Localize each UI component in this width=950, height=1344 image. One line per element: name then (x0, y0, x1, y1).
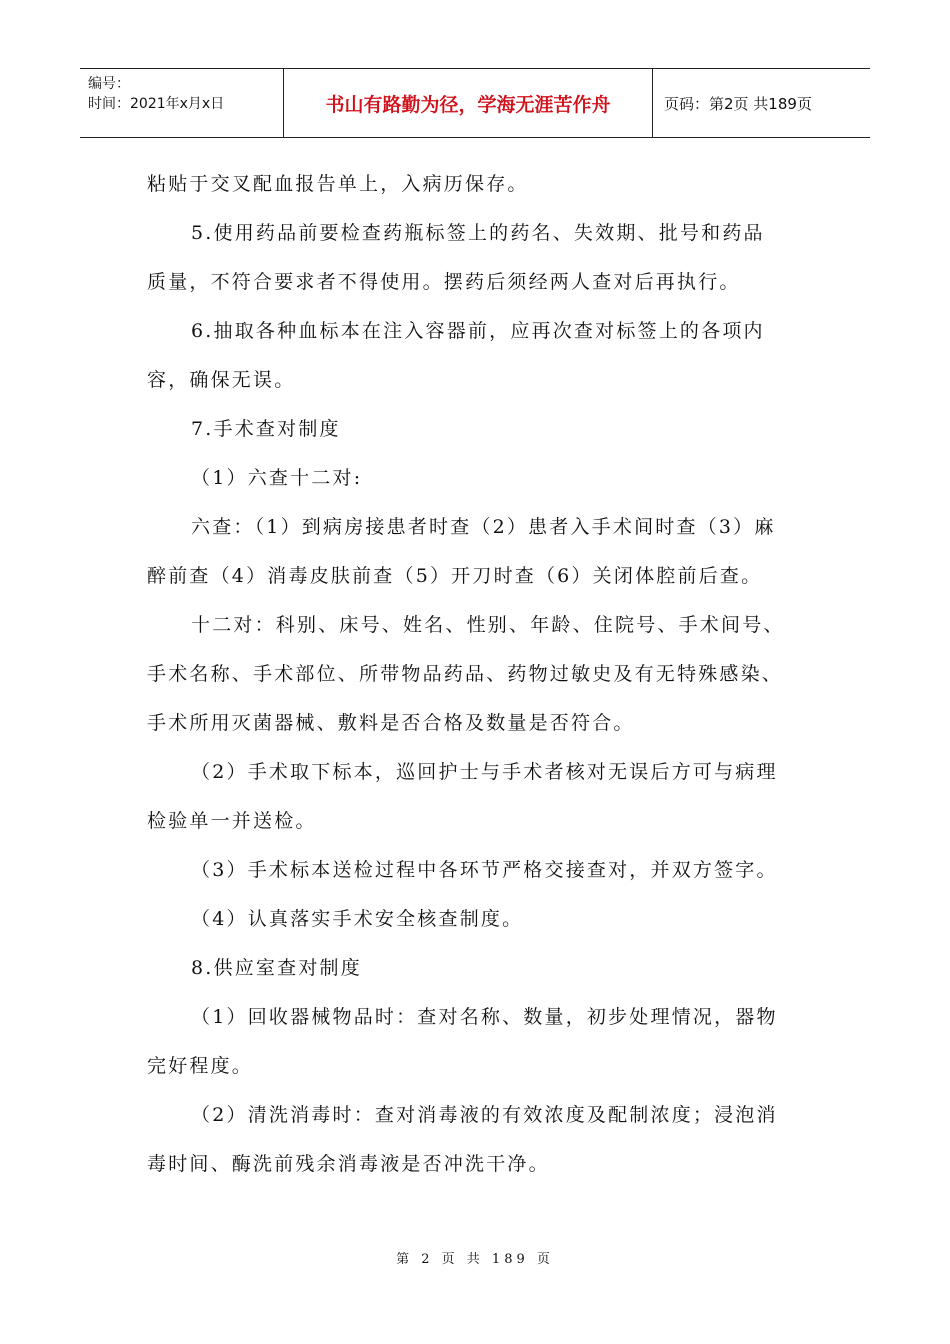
text-line: 检验单一并送检。 (147, 810, 317, 832)
motto-text: 书山有路勤为径，学海无涯苦作舟 (325, 93, 611, 116)
text-line: 质量，不符合要求者不得使用。摆药后须经两人查对后再执行。 (147, 271, 741, 293)
page-footer: 第 2 页 共 189 页 (396, 1252, 554, 1267)
text-line: （2）清洗消毒时：查对消毒液的有效浓度及配制浓度；浸泡消 (191, 1104, 778, 1126)
text-line: 容，确保无误。 (147, 369, 296, 391)
text-line: 6.抽取各种血标本在注入容器前，应再次查对标签上的各项内 (191, 320, 765, 342)
text-line: 毒时间、酶洗前残余消毒液是否冲洗干净。 (147, 1153, 550, 1175)
text-line: （3）手术标本送检过程中各环节严格交接查对，并双方签字。 (191, 859, 778, 881)
text-line: 十二对：科别、床号、姓名、性别、年龄、住院号、手术间号、 (191, 614, 785, 636)
text-line: （2）手术取下标本，巡回护士与手术者核对无误后方可与病理 (191, 761, 778, 783)
text-line: （4）认真落实手术安全核查制度。 (191, 908, 524, 930)
text-line: 完好程度。 (147, 1055, 254, 1077)
text-line: 醉前查（4）消毒皮肤前查（5）开刀时查（6）关闭体腔前后查。 (147, 565, 763, 587)
text-line: （1）六查十二对: (191, 467, 363, 489)
text-line: 手术所用灭菌器械、敷料是否合格及数量是否符合。 (147, 712, 635, 734)
text-line: 手术名称、手术部位、所带物品药品、药物过敏史及有无特殊感染、 (147, 663, 784, 685)
text-line: 7.手术查对制度 (191, 418, 341, 440)
date-label: 时间：2021年x月x日 (88, 96, 225, 112)
text-line: 8.供应室查对制度 (191, 957, 362, 979)
header-motto (283, 69, 653, 137)
text-line: 六查：（1）到病房接患者时查（2）患者入手术间时查（3）麻 (191, 516, 776, 538)
text-line: 5.使用药品前要检查药瓶标签上的药名、失效期、批号和药品 (191, 222, 765, 244)
document-body (147, 160, 807, 1189)
text-line: 粘贴于交叉配血报告单上，入病历保存。 (147, 173, 529, 195)
text-line: （1）回收器械物品时：查对名称、数量，初步处理情况，器物 (191, 1006, 778, 1028)
number-label: 编号： (88, 76, 130, 92)
header-page-code: 页码：第2页 共189页 (664, 94, 812, 113)
header-meta (80, 69, 280, 137)
page-header (80, 68, 870, 138)
